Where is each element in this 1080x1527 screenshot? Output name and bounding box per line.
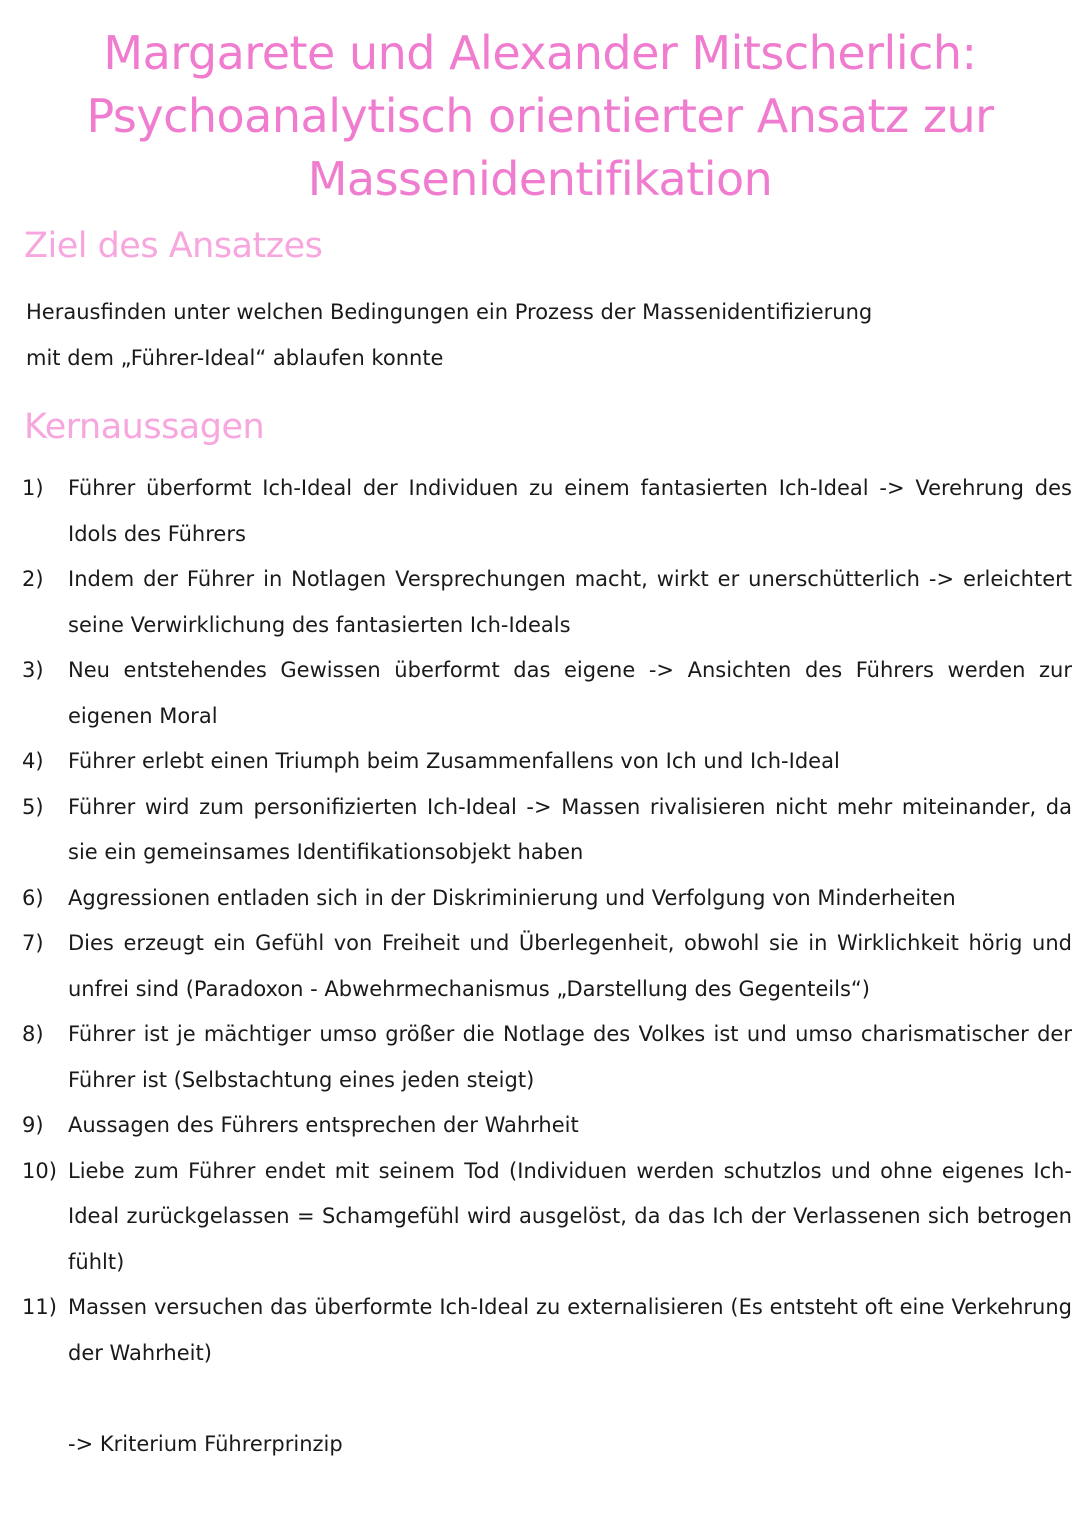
list-item (22, 1012, 1072, 1103)
title-line-1: Margarete und Alexander Mitscherlich: (103, 26, 977, 80)
item-text: Indem der Führer in Notlagen Versprechungen macht, wirkt er unerschütterlich -> erleichtert seine Verwirklichung des fantasierten Ich-Ideals (68, 567, 1072, 637)
list-item (22, 648, 1072, 739)
item-text: Führer überformt Ich-Ideal der Individuen zu einem fantasierten Ich-Ideal -> Verehrung des Idols des Führers (68, 476, 1072, 546)
item-text: Dies erzeugt ein Gefühl von Freiheit und Überlegenheit, obwohl sie in Wirklichkeit hörig und unfrei sind (Paradoxon - Abwehrmechanismus „Darstellung des Gegenteils“) (68, 931, 1072, 1001)
item-number: 5) (22, 794, 44, 819)
item-number: 6) (22, 885, 44, 910)
item-number: 4) (22, 749, 44, 773)
list-item (22, 876, 1072, 922)
criterion-note: -> Kriterium Führerprinzip (68, 1432, 343, 1456)
goal-line-2: mit dem „Führer-Ideal“ ablaufen konnte (26, 345, 444, 370)
list-item (22, 557, 1072, 648)
goal-paragraph (26, 290, 1026, 381)
item-number: 2) (22, 567, 44, 591)
item-number: 9) (22, 1113, 44, 1137)
item-text: Aussagen des Führers entsprechen der Wahrheit (68, 1113, 579, 1137)
item-text: Führer erlebt einen Triumph beim Zusammenfallens von Ich und Ich-Ideal (68, 749, 840, 773)
goal-heading: Ziel des Ansatzes (24, 226, 323, 266)
item-text: Führer wird zum personifizierten Ich-Ideal -> Massen rivalisieren nicht mehr miteinander, da sie ein gemeinsames Identifikationsobjekt haben (68, 794, 1072, 864)
list-item (22, 785, 1072, 876)
item-text: Liebe zum Führer endet mit seinem Tod (Individuen werden schutzlos und ohne eigenes Ich-Ideal zurückgelassen = Schamgefühl wird ausgelöst, da das Ich der Verlassenen sich betrogen fühlt) (68, 1158, 1072, 1274)
item-number: 8) (22, 1022, 44, 1046)
list-item (22, 921, 1072, 1012)
item-number: 7) (22, 931, 44, 955)
list-item (22, 1149, 1072, 1286)
item-number: 1) (22, 476, 44, 500)
title-line-3: Massenidentifikation (307, 152, 773, 206)
item-number: 10) (22, 1158, 57, 1183)
list-item (22, 1103, 1072, 1149)
page-title (0, 22, 1080, 211)
item-text: Massen versuchen das überformte Ich-Ideal zu externalisieren (Es entsteht oft eine Verkehrung der Wahrheit) (68, 1295, 1072, 1365)
title-line-2: Psychoanalytisch orientierter Ansatz zur (86, 89, 994, 143)
item-text: Führer ist je mächtiger umso größer die Notlage des Volkes ist und umso charismatischer der Führer ist (Selbstachtung eines jeden steigt) (68, 1022, 1072, 1092)
item-text: Neu entstehendes Gewissen überformt das eigene -> Ansichten des Führers werden zur eigenen Moral (68, 658, 1072, 728)
item-number: 3) (22, 658, 44, 682)
core-statements-heading: Kernaussagen (24, 407, 265, 447)
list-item (22, 1285, 1072, 1376)
item-text: Aggressionen entladen sich in der Diskriminierung und Verfolgung von Minderheiten (68, 885, 956, 910)
list-item (22, 739, 1072, 785)
list-item (22, 466, 1072, 557)
item-number: 11) (22, 1295, 57, 1319)
core-statements-list (22, 466, 1072, 1376)
goal-line-1: Herausfinden unter welchen Bedingungen ein Prozess der Massenidentifizierung (26, 300, 873, 324)
